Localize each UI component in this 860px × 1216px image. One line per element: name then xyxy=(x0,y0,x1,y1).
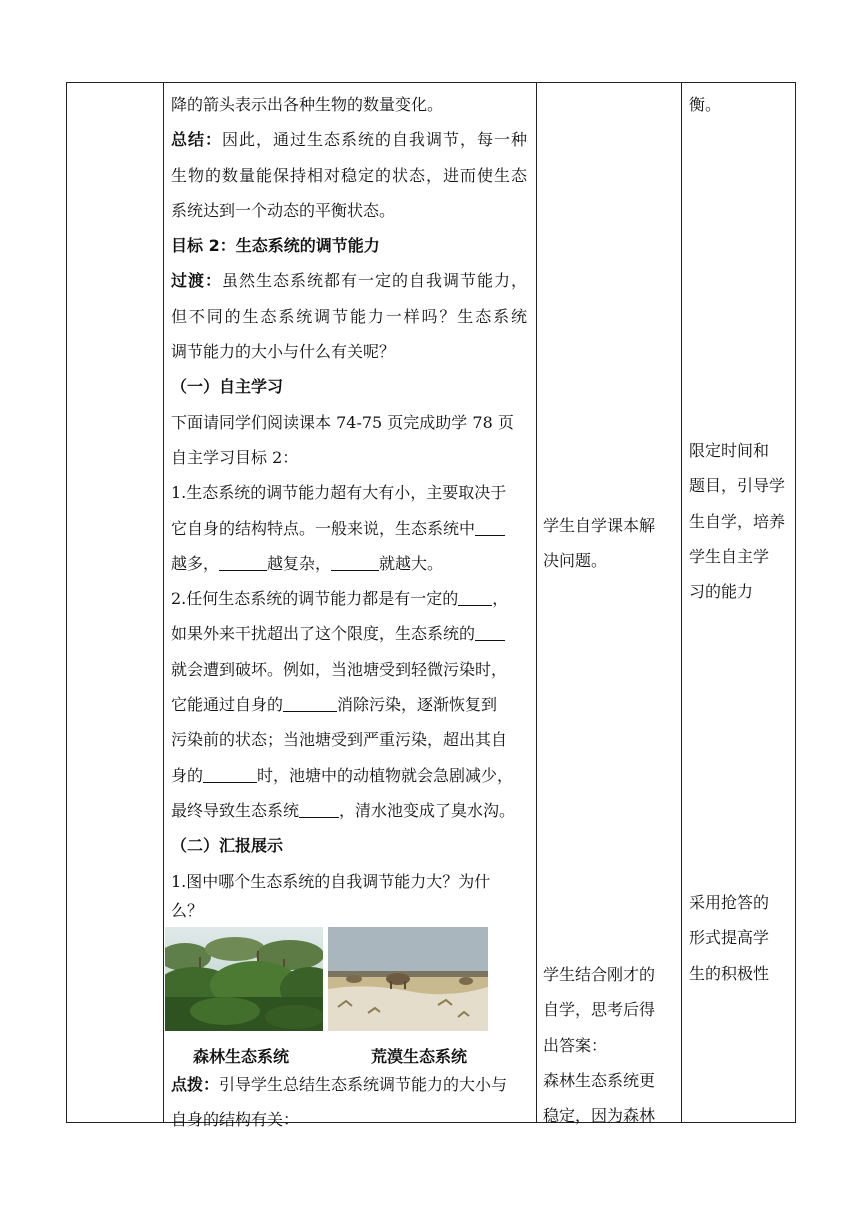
text-line: 限定时间和 xyxy=(689,441,770,460)
text-segment: 时，池塘中的动植物就会急剧减少， xyxy=(257,765,514,785)
summary-line xyxy=(171,122,527,157)
forest-ecosystem-image xyxy=(165,927,323,1031)
forest-caption: 森林生态系统 xyxy=(193,1046,290,1066)
column-divider xyxy=(681,83,682,1122)
text-line: 么？ xyxy=(171,900,204,920)
text-segment: 2.任何生态系统的调节能力都是有一定的 xyxy=(171,589,459,609)
text-line: 习的能力 xyxy=(689,582,754,602)
text-line: 就会遭到破坏。例如，当池塘受到轻微污染时， xyxy=(171,659,508,679)
text-segment: 最终导致生态系统 xyxy=(171,800,300,820)
text-line: 生物的数量能保持相对稳定的状态，进而使生态 xyxy=(171,165,527,185)
ecosystem-images xyxy=(171,927,527,1031)
text-segment: ，清水池变成了臭水沟。 xyxy=(339,800,516,820)
column-divider xyxy=(536,83,537,1122)
text-line: 学生自学课本解 xyxy=(543,516,656,535)
fill-blank-line xyxy=(171,616,527,651)
transition-text: 虽然生态系统都有一定的自我调节能力， xyxy=(222,271,527,291)
text-line: 森林生态系统更 xyxy=(543,1070,656,1090)
teaching-content-column xyxy=(164,83,534,1137)
intent-self-study xyxy=(689,433,785,609)
text-line: 但不同的生态系统调节能力一样吗？生态系统 xyxy=(171,306,527,326)
hint-label: 点拨： xyxy=(171,1074,220,1094)
text-line: 稳定，因为森林 xyxy=(543,1106,656,1126)
transition-line xyxy=(171,263,527,298)
text-segment: 它自身的结构特点。一般来说，生态系统中 xyxy=(171,518,476,538)
text-line: 自身的结构有关： xyxy=(171,1110,300,1130)
text-segment: 身的 xyxy=(171,765,204,785)
text-line: 生的积极性 xyxy=(689,963,770,983)
section-heading-self-study: （一）自主学习 xyxy=(171,377,284,397)
text-segment: 越复杂， xyxy=(267,553,332,573)
text-line: 自主学习目标 2： xyxy=(171,447,299,467)
text-line: 自学，思考后得 xyxy=(543,1000,656,1020)
text-segment: 消除污染，逐渐恢复到 xyxy=(337,695,498,715)
text-line: 调节能力的大小与什么有关呢？ xyxy=(171,342,396,362)
text-line: 系统达到一个动态的平衡状态。 xyxy=(171,200,396,220)
desert-caption: 荒漠生态系统 xyxy=(371,1046,468,1066)
text-segment: 越多， xyxy=(171,553,220,573)
hint-text: 引导学生总结生态系统调节能力的大小与 xyxy=(219,1074,508,1094)
fill-blank-line xyxy=(171,687,527,722)
text-line: 学生自主学 xyxy=(689,546,770,566)
text-line: 污染前的状态；当池塘受到严重污染，超出其自 xyxy=(171,730,508,750)
text-line: 1.图中哪个生态系统的自我调节能力大？为什 xyxy=(171,871,491,891)
section-heading-report: （二）汇报展示 xyxy=(171,836,284,856)
text-line: 下面请同学们阅读课本 74-75 页完成助学 78 页 xyxy=(171,412,514,432)
text-segment: 就越大。 xyxy=(379,553,444,573)
text-line: 采用抢答的 xyxy=(689,893,770,912)
lesson-plan-table xyxy=(66,82,796,1130)
self-study-activity xyxy=(543,508,655,579)
answer-blank xyxy=(475,620,505,641)
text-line: 降的箭头表示出各种生物的数量变化。 xyxy=(171,95,444,114)
answer-blank xyxy=(283,691,337,712)
text-line: 出答案： xyxy=(543,1035,608,1055)
transition-label: 过渡： xyxy=(171,271,222,291)
fill-blank-line xyxy=(171,511,527,546)
text-line: 形式提高学 xyxy=(689,928,770,948)
text-line: 决问题。 xyxy=(543,551,608,571)
answer-blank xyxy=(219,550,267,571)
answer-blank xyxy=(331,550,379,571)
answer-blank xyxy=(203,762,257,783)
goal-heading: 目标 2：生态系统的调节能力 xyxy=(171,236,380,256)
answer-blank xyxy=(475,515,505,536)
answer-blank xyxy=(458,585,492,606)
desert-ecosystem-image xyxy=(328,927,488,1031)
text-line: 学生结合刚才的 xyxy=(543,965,656,984)
fill-blank-line xyxy=(171,546,527,581)
summary-text: 因此，通过生态系统的自我调节，每一种 xyxy=(222,130,527,150)
answer-blank xyxy=(299,797,339,818)
text-line: 1.生态系统的调节能力超有大有小，主要取决于 xyxy=(171,483,507,503)
text-segment: ， xyxy=(492,589,509,609)
fill-blank-line xyxy=(171,581,527,616)
image-captions xyxy=(171,1031,527,1067)
text-segment: 如果外来干扰超出了这个限度，生态系统的 xyxy=(171,624,476,644)
intent-quick-answer xyxy=(689,885,769,991)
text-line: 生自学，培养 xyxy=(689,511,786,531)
text-line: 衡。 xyxy=(689,95,722,114)
summary-label: 总结： xyxy=(171,130,222,150)
fill-blank-line xyxy=(171,758,527,793)
text-segment: 它能通过自身的 xyxy=(171,695,284,715)
answer-activity xyxy=(543,957,655,1133)
text-line: 题目，引导学 xyxy=(689,476,786,496)
fill-blank-line xyxy=(171,793,527,828)
